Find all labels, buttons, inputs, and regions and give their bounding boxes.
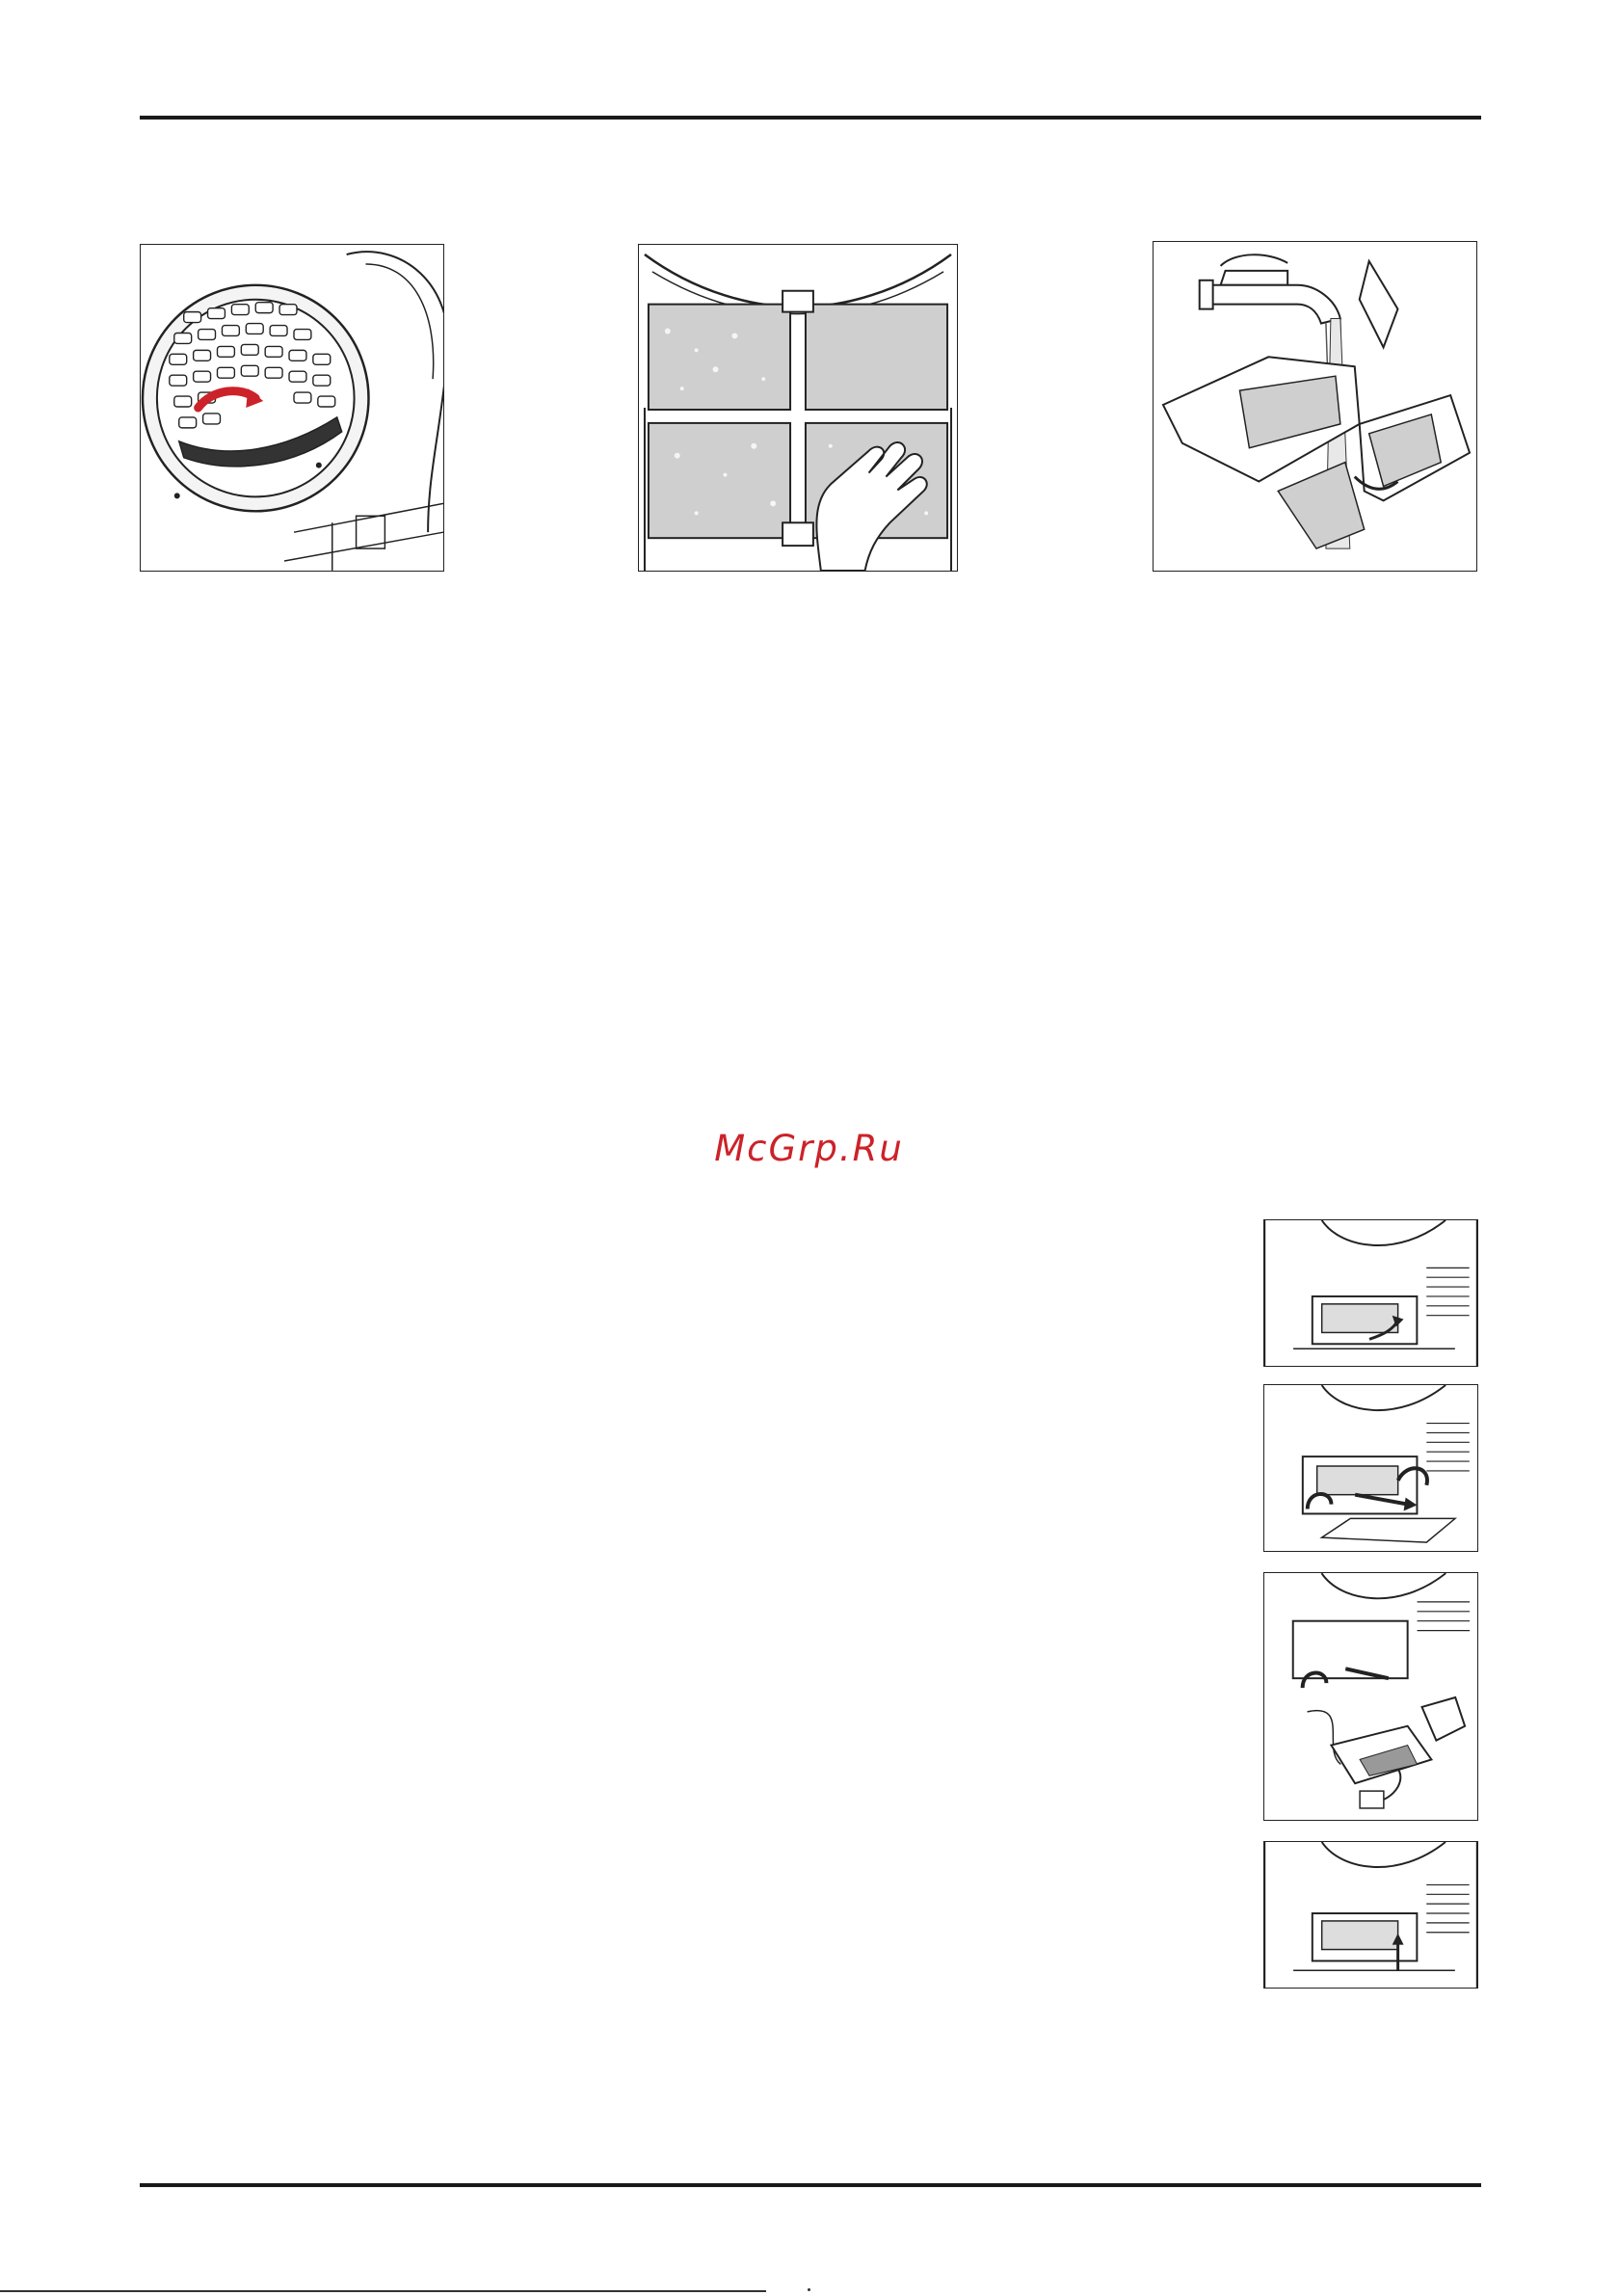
condenser-levers-release-icon [1264, 1385, 1477, 1551]
lint-filter-open-icon [639, 245, 957, 571]
footer-dot [808, 2288, 810, 2291]
condenser-step-1-illustration [1263, 1219, 1478, 1367]
condenser-step-3-illustration [1263, 1572, 1478, 1821]
condenser-step-4-illustration [1263, 1841, 1478, 1989]
drum-filter-removal-icon [141, 245, 443, 571]
lint-filter-illustration [638, 244, 958, 572]
condenser-step-2-illustration [1263, 1384, 1478, 1552]
drum-filter-illustration [140, 244, 444, 572]
watermark-text: McGrp.Ru [714, 1128, 904, 1169]
condenser-refit-icon [1264, 1842, 1477, 1988]
filter-rinse-illustration [1153, 241, 1477, 572]
header-rule [140, 116, 1481, 120]
condenser-door-open-icon [1264, 1220, 1477, 1366]
filter-rinse-tap-icon [1154, 242, 1476, 571]
footer-line-fragment [0, 2290, 766, 2292]
footer-rule [140, 2183, 1481, 2187]
condenser-remove-rinse-icon [1264, 1573, 1477, 1820]
